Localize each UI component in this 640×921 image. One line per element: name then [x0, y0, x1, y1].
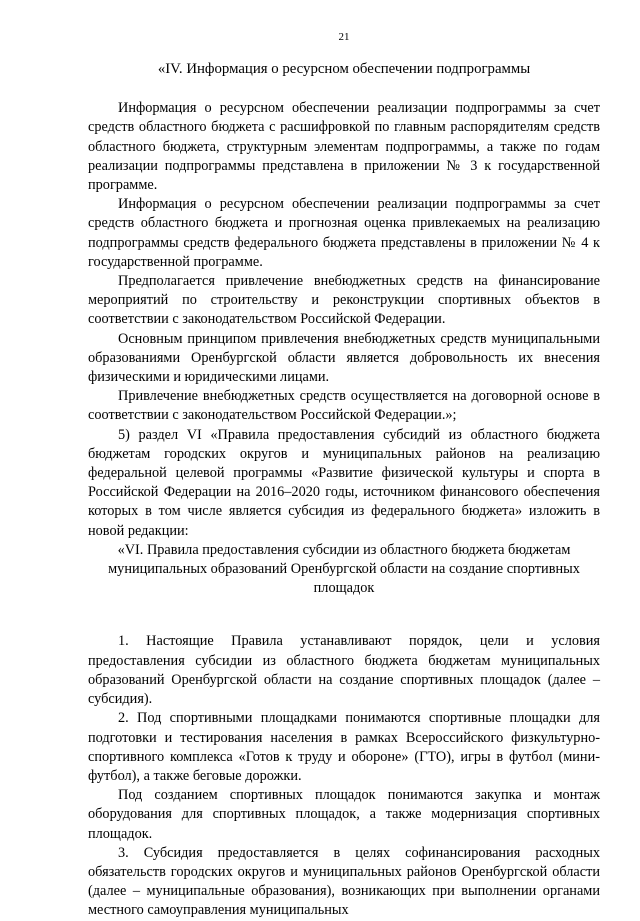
section-iv-heading: «IV. Информация о ресурсном обеспечении подпрограммы [157, 61, 531, 77]
paragraph: 3. Субсидия предоставляется в целях софинансирования расходных обязательств городских округов и муниципальных районов Оренбургской области (далее – муниципальные образования), возникающих при выполнении органами местного самоуправления муниципальных [88, 844, 600, 919]
paragraph: 5) раздел VI «Правила предоставления субсидий из областного бюджета бюджетам городских округов и муниципальных районов на реализацию федеральной целевой программы «Развитие физической культуры и спорта в Российской Федерации на 2016–2020 годы, источником финансового обеспечения которых в том числе является субсидия из федерального бюджета» изложить в новой редакции: [88, 426, 600, 539]
paragraph: Под созданием спортивных площадок понимаются закупка и монтаж оборудования для спортивных площадок, а также модернизация спортивных площадок. [88, 787, 600, 842]
page-number: 21 [338, 31, 350, 43]
section-vi-heading: «VI. Правила предоставления субсидии из областного бюджета бюджетам муниципальных образований Оренбургской области на создание спортивных площадок [108, 541, 580, 597]
paragraph: 1. Настоящие Правила устанавливают порядок, цели и условия предоставления субсидии из областного бюджета бюджетам муниципальных образований Оренбургской области на создание спортивных площадок (далее – субсидия). [88, 633, 600, 708]
paragraph: Основным принципом привлечения внебюджетных средств муниципальными образованиями Оренбургской области является добровольность их внесения физическими и юридическими лицами. [88, 330, 600, 386]
section-iv-body [88, 99, 600, 541]
paragraph: Привлечение внебюджетных средств осуществляется на договорной основе в соответствии с законодательством Российской Федерации.»; [88, 388, 600, 424]
paragraph: Информация о ресурсном обеспечении реализации подпрограммы за счет средств областного бюджета с расшифровкой по главным распорядителям средств областного бюджета, структурным элементам подпрограммы, а также по годам реализации подпрограммы представлена в приложении № 3 к государственной программе. [88, 100, 600, 194]
paragraph: Предполагается привлечение внебюджетных средств на финансирование мероприятий по строительству и реконструкции спортивных объектов в соответствии с законодательством Российской Федерации. [88, 273, 600, 328]
paragraph: Информация о ресурсном обеспечении реализации подпрограммы за счет средств областного бюджета и прогнозная оценка привлекаемых на реализацию подпрограммы средств федерального бюджета представлены в приложении № 4 к государственной программе. [88, 196, 600, 270]
section-vi-body [88, 632, 600, 920]
paragraph: 2. Под спортивными площадками понимаются спортивные площадки для подготовки и тестирования населения в рамках Всероссийского физкультурно-спортивного комплекса «Готов к труду и обороне» (ГТО), игры в футбол (мини-футбол), а также беговые дорожки. [88, 710, 600, 784]
